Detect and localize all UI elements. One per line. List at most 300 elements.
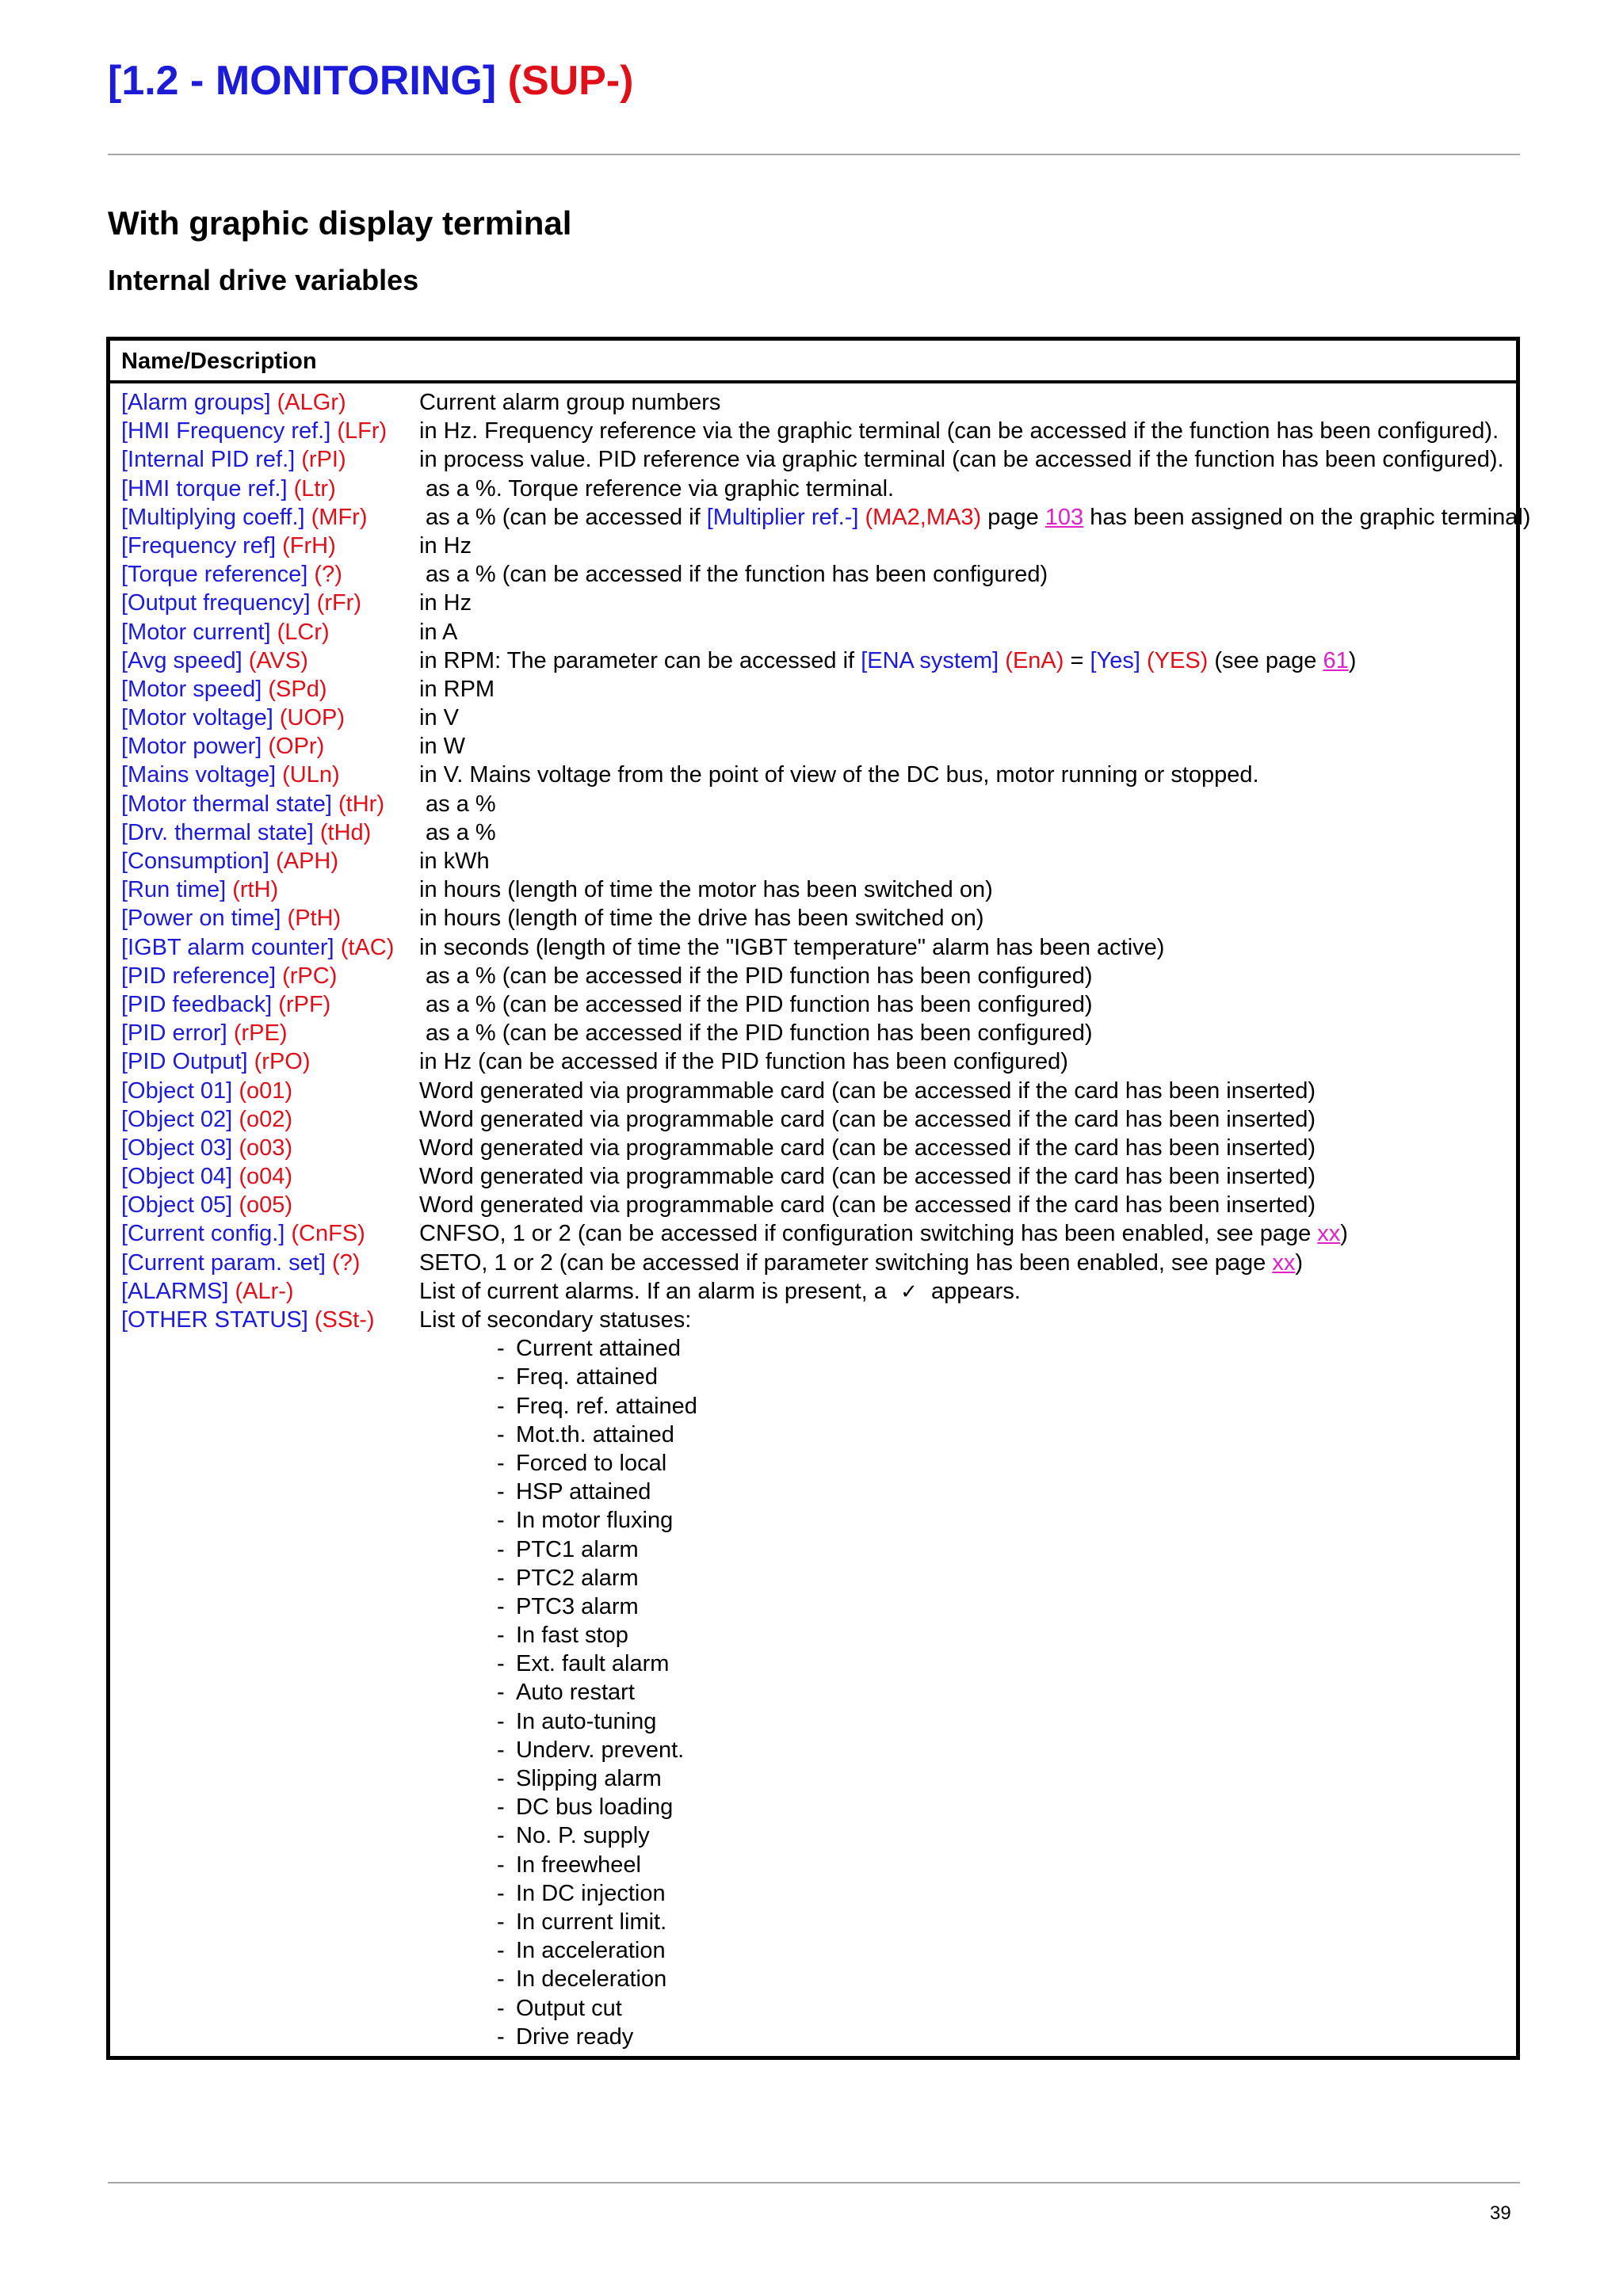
parameter-label: [Motor thermal state] bbox=[121, 791, 332, 817]
parameter-description bbox=[419, 1162, 1316, 1191]
description-text: as a %. Torque reference via graphic terminal. bbox=[419, 475, 895, 502]
list-item bbox=[110, 1965, 1516, 1993]
table-row bbox=[110, 1019, 1516, 1047]
table-row bbox=[110, 1047, 1516, 1076]
description-text: page bbox=[981, 504, 1045, 530]
list-item bbox=[110, 1392, 1516, 1421]
page-link[interactable]: 103 bbox=[1044, 504, 1084, 530]
list-item bbox=[110, 1592, 1516, 1621]
status-label: Current attained bbox=[516, 1336, 681, 1362]
parameter-code: (o03) bbox=[239, 1135, 293, 1161]
parameter-label: [Motor current] bbox=[121, 619, 271, 645]
parameter-name bbox=[121, 962, 337, 990]
section-heading: With graphic display terminal bbox=[108, 204, 572, 242]
description-text: Word generated via programmable card (can be accessed if the card has been inserted) bbox=[419, 1135, 1316, 1161]
parameter-name bbox=[121, 933, 394, 962]
status-label: Drive ready bbox=[516, 2023, 634, 2050]
status-label: In acceleration bbox=[516, 1938, 666, 1964]
parameter-label: [Object 03] bbox=[121, 1135, 233, 1161]
parameter-name bbox=[121, 790, 384, 818]
status-label: In freewheel bbox=[516, 1852, 641, 1878]
parameter-name bbox=[121, 503, 367, 532]
parameter-code: (Ltr) bbox=[293, 475, 336, 502]
parameter-label: [PID reference] bbox=[121, 963, 277, 989]
parameter-description bbox=[419, 1134, 1316, 1162]
parameter-name bbox=[121, 417, 387, 445]
table-row bbox=[110, 847, 1516, 875]
page-link[interactable]: xx bbox=[1272, 1249, 1296, 1276]
parameter-label: [Internal PID ref.] bbox=[121, 447, 296, 473]
parameter-description bbox=[419, 818, 496, 847]
status-label: Freq. ref. attained bbox=[516, 1393, 697, 1419]
parameter-label: [Motor voltage] bbox=[121, 705, 273, 731]
parameter-name bbox=[121, 618, 330, 646]
description-text: in A bbox=[419, 619, 458, 645]
parameter-description bbox=[419, 732, 465, 761]
description-text: Word generated via programmable card (can be accessed if the card has been inserted) bbox=[419, 1077, 1316, 1104]
status-label: PTC1 alarm bbox=[516, 1536, 639, 1562]
parameter-code: (APH) bbox=[276, 849, 339, 874]
parameter-name bbox=[121, 1191, 292, 1219]
checkmark-icon: ✓ bbox=[900, 1279, 918, 1303]
parameter-code: (ULn) bbox=[282, 762, 340, 788]
description-text: as a % (can be accessed if the PID function has been configured) bbox=[419, 1020, 1093, 1047]
parameter-code: (SSt-) bbox=[314, 1307, 375, 1333]
description-text: SETO, 1 or 2 (can be accessed if parameter switching has been enabled, see page bbox=[419, 1249, 1273, 1276]
list-bullet: - bbox=[497, 1364, 505, 1390]
list-bullet: - bbox=[497, 1708, 505, 1734]
parameter-name bbox=[121, 1047, 311, 1076]
parameter-description bbox=[419, 1019, 1093, 1047]
parameter-code: (tHd) bbox=[319, 819, 372, 845]
parameter-name bbox=[121, 904, 341, 933]
parameter-label: [Multiplying coeff.] bbox=[121, 504, 305, 530]
table-row bbox=[110, 790, 1516, 818]
description-text: List of secondary statuses: bbox=[419, 1307, 692, 1333]
list-item bbox=[110, 1793, 1516, 1821]
parameter-label: [Current config.] bbox=[121, 1221, 285, 1247]
parameter-code: (rPE) bbox=[233, 1020, 288, 1047]
page-link[interactable]: 61 bbox=[1323, 647, 1349, 673]
parameter-name bbox=[121, 589, 361, 617]
parameter-description bbox=[419, 1077, 1316, 1105]
status-label: No. P. supply bbox=[516, 1823, 650, 1849]
list-bullet: - bbox=[497, 1593, 505, 1619]
parameter-description bbox=[419, 532, 472, 560]
table-row bbox=[110, 417, 1516, 445]
status-label: In auto-tuning bbox=[516, 1708, 657, 1734]
description-text: in Hz bbox=[419, 532, 472, 559]
table-row bbox=[110, 933, 1516, 962]
parameter-name bbox=[121, 761, 340, 789]
parameter-code: (rPC) bbox=[282, 963, 338, 989]
description-text: in RPM bbox=[419, 676, 495, 702]
status-label: Auto restart bbox=[516, 1680, 635, 1706]
list-bullet: - bbox=[497, 1623, 505, 1649]
list-bullet: - bbox=[497, 1737, 505, 1763]
parameter-label: [Torque reference] bbox=[121, 562, 308, 588]
table-row bbox=[110, 1105, 1516, 1134]
table-row bbox=[110, 1249, 1516, 1277]
parameter-name bbox=[121, 1019, 287, 1047]
parameter-code: (AVS) bbox=[248, 647, 308, 673]
description-text: ) bbox=[1340, 1221, 1348, 1247]
parameter-name bbox=[121, 1105, 292, 1134]
parameter-description bbox=[419, 1105, 1316, 1134]
parameter-description bbox=[419, 475, 894, 503]
parameter-name bbox=[121, 732, 324, 761]
parameter-description bbox=[419, 560, 1048, 589]
parameter-description bbox=[419, 990, 1093, 1019]
table-row bbox=[110, 675, 1516, 704]
description-text: appears. bbox=[924, 1278, 1021, 1304]
list-item bbox=[110, 1879, 1516, 1908]
list-bullet: - bbox=[497, 1880, 505, 1906]
section-subheading: Internal drive variables bbox=[108, 264, 419, 296]
list-item bbox=[110, 1736, 1516, 1764]
parameter-reference: [Yes] bbox=[1090, 647, 1140, 673]
list-item bbox=[110, 1535, 1516, 1564]
parameter-name bbox=[121, 675, 327, 704]
parameter-description bbox=[419, 904, 984, 933]
list-bullet: - bbox=[497, 1479, 505, 1505]
description-text bbox=[858, 505, 865, 530]
parameter-description bbox=[419, 1306, 691, 1334]
parameter-name bbox=[121, 818, 371, 847]
parameter-name bbox=[121, 1249, 360, 1277]
list-item bbox=[110, 1506, 1516, 1535]
status-label: In fast stop bbox=[516, 1623, 628, 1649]
list-item bbox=[110, 1821, 1516, 1850]
column-header-name-description: Name/Description bbox=[121, 349, 317, 374]
status-label: PTC3 alarm bbox=[516, 1593, 639, 1619]
parameter-description bbox=[419, 1191, 1316, 1219]
list-bullet: - bbox=[497, 1393, 505, 1419]
parameter-description bbox=[419, 589, 472, 617]
description-text: as a % (can be accessed if bbox=[419, 504, 707, 530]
parameter-code: (FrH) bbox=[282, 532, 336, 559]
parameter-name bbox=[121, 1077, 292, 1105]
parameter-description bbox=[419, 1047, 1068, 1076]
description-text: Word generated via programmable card (can be accessed if the card has been inserted) bbox=[419, 1192, 1316, 1219]
status-label: PTC2 alarm bbox=[516, 1565, 639, 1591]
parameter-reference-code: (MA2,MA3) bbox=[865, 504, 982, 530]
table-row bbox=[110, 475, 1516, 503]
parameter-label: [ALARMS] bbox=[121, 1278, 229, 1304]
table-row bbox=[110, 732, 1516, 761]
description-text: in Hz. Frequency reference via the graphic terminal (can be accessed if the function has been configured). bbox=[419, 418, 1499, 444]
list-bullet: - bbox=[497, 1508, 505, 1534]
table-row bbox=[110, 560, 1516, 589]
parameter-reference-code: (YES) bbox=[1147, 647, 1209, 673]
parameter-label: [Motor power] bbox=[121, 734, 262, 760]
parameter-name bbox=[121, 1219, 365, 1248]
table-row bbox=[110, 1077, 1516, 1105]
table-row bbox=[110, 503, 1531, 532]
list-item bbox=[110, 1678, 1516, 1707]
description-text: in hours (length of time the motor has been switched on) bbox=[419, 877, 993, 903]
table-row bbox=[110, 761, 1516, 789]
header-divider bbox=[108, 154, 1520, 155]
parameter-code: (rPF) bbox=[278, 991, 331, 1017]
list-bullet: - bbox=[497, 1852, 505, 1878]
page-number: 39 bbox=[1490, 2203, 1511, 2224]
parameter-reference: [Multiplier ref.-] bbox=[706, 504, 859, 530]
table-row bbox=[110, 589, 1516, 617]
parameter-name bbox=[121, 1306, 375, 1334]
table-row bbox=[110, 532, 1516, 560]
list-item bbox=[110, 1449, 1516, 1478]
list-item bbox=[110, 1994, 1516, 2023]
description-text bbox=[1140, 648, 1147, 673]
list-bullet: - bbox=[497, 1966, 505, 1993]
parameter-label: [Mains voltage] bbox=[121, 762, 277, 788]
description-text: ) bbox=[1295, 1249, 1303, 1276]
parameter-code: (rPO) bbox=[254, 1049, 311, 1075]
table-row bbox=[110, 1219, 1516, 1248]
parameter-description bbox=[419, 847, 490, 875]
list-item bbox=[110, 1334, 1516, 1363]
parameter-code: (MFr) bbox=[311, 504, 368, 530]
list-item bbox=[110, 1421, 1516, 1449]
secondary-status-list bbox=[110, 1334, 1516, 2051]
parameter-name bbox=[121, 704, 345, 732]
description-text: CNFSO, 1 or 2 (can be accessed if configuration switching has been enabled, see page bbox=[419, 1221, 1318, 1247]
parameter-code: (tHr) bbox=[338, 791, 384, 817]
parameter-label: [HMI torque ref.] bbox=[121, 475, 288, 502]
parameter-reference: [ENA system] bbox=[861, 647, 999, 673]
table-row bbox=[110, 1306, 1516, 1334]
parameter-code: (rPI) bbox=[301, 447, 346, 473]
parameter-name bbox=[121, 1162, 292, 1191]
list-item bbox=[110, 1908, 1516, 1936]
parameter-code: (OPr) bbox=[268, 734, 325, 760]
description-text: List of current alarms. If an alarm is present, a bbox=[419, 1278, 893, 1304]
parameter-label: [PID Output] bbox=[121, 1049, 248, 1075]
status-label: Freq. attained bbox=[516, 1364, 658, 1390]
table-row bbox=[110, 618, 1516, 646]
parameter-code: (LCr) bbox=[277, 619, 330, 645]
description-text: has been assigned on the graphic terminal) bbox=[1083, 504, 1531, 530]
parameter-code: (UOP) bbox=[279, 705, 346, 731]
parameter-label: [OTHER STATUS] bbox=[121, 1307, 308, 1333]
list-bullet: - bbox=[497, 1909, 505, 1935]
parameter-description bbox=[419, 933, 1164, 962]
parameter-description bbox=[419, 875, 993, 904]
description-text: in RPM: The parameter can be accessed if bbox=[419, 647, 861, 673]
list-bullet: - bbox=[497, 1421, 505, 1447]
table-row bbox=[110, 1162, 1516, 1191]
description-text: ) bbox=[1348, 647, 1357, 673]
status-label: In motor fluxing bbox=[516, 1508, 674, 1534]
table-row bbox=[110, 1277, 1516, 1306]
list-bullet: - bbox=[497, 1766, 505, 1791]
parameter-label: [Run time] bbox=[121, 877, 227, 903]
parameter-label: [Drv. thermal state] bbox=[121, 819, 314, 845]
list-item bbox=[110, 1478, 1516, 1506]
parameter-description bbox=[419, 417, 1499, 445]
parameter-label: [Power on time] bbox=[121, 906, 281, 932]
parameter-description bbox=[419, 962, 1093, 990]
parameter-description bbox=[419, 704, 459, 732]
status-label: Forced to local bbox=[516, 1450, 667, 1476]
description-text: Word generated via programmable card (can be accessed if the card has been inserted) bbox=[419, 1164, 1316, 1190]
description-text: in V bbox=[419, 705, 459, 731]
parameter-name bbox=[121, 388, 346, 417]
page-title bbox=[108, 57, 634, 105]
table-row bbox=[110, 445, 1516, 474]
list-item bbox=[110, 1564, 1516, 1592]
list-bullet: - bbox=[497, 1794, 505, 1821]
status-label: HSP attained bbox=[516, 1479, 651, 1505]
parameter-code: (rFr) bbox=[316, 590, 361, 616]
parameter-label: [Current param. set] bbox=[121, 1249, 326, 1276]
description-text: in seconds (length of time the "IGBT temperature" alarm has been active) bbox=[419, 934, 1165, 960]
parameter-description bbox=[419, 761, 1259, 789]
parameter-code: (LFr) bbox=[337, 418, 388, 444]
parameter-code: (PtH) bbox=[287, 906, 342, 932]
parameter-table bbox=[106, 337, 1531, 2060]
status-label: DC bus loading bbox=[516, 1794, 674, 1821]
list-item bbox=[110, 1621, 1516, 1650]
parameter-description bbox=[419, 445, 1504, 474]
parameter-description bbox=[419, 1249, 1303, 1277]
footer-divider bbox=[108, 2182, 1520, 2183]
parameter-code: (SPd) bbox=[268, 676, 327, 702]
parameter-name bbox=[121, 475, 336, 503]
list-bullet: - bbox=[497, 1336, 505, 1362]
parameter-code: (ALr-) bbox=[235, 1278, 294, 1304]
parameter-code: (CnFS) bbox=[291, 1221, 365, 1247]
list-bullet: - bbox=[497, 1565, 505, 1591]
table-row bbox=[110, 646, 1516, 675]
list-item bbox=[110, 1707, 1516, 1736]
table-row bbox=[110, 388, 1516, 417]
description-text: as a % (can be accessed if the function has been configured) bbox=[419, 562, 1048, 588]
list-bullet: - bbox=[497, 1680, 505, 1706]
parameter-name bbox=[121, 1277, 294, 1306]
description-text: in hours (length of time the drive has been switched on) bbox=[419, 906, 984, 932]
description-text: as a % bbox=[419, 819, 496, 845]
parameter-label: [Avg speed] bbox=[121, 647, 242, 673]
parameter-description bbox=[419, 1277, 1021, 1306]
description-text: in W bbox=[419, 734, 465, 760]
parameter-name bbox=[121, 532, 336, 560]
parameter-description bbox=[419, 1219, 1348, 1248]
parameter-code: (o05) bbox=[239, 1192, 293, 1219]
parameter-code: (o02) bbox=[239, 1106, 293, 1132]
parameter-description bbox=[419, 618, 457, 646]
parameter-name bbox=[121, 445, 346, 474]
page-link[interactable]: xx bbox=[1317, 1221, 1341, 1247]
table-row bbox=[110, 875, 1516, 904]
list-item bbox=[110, 1936, 1516, 1965]
parameter-description bbox=[419, 646, 1356, 675]
list-item bbox=[110, 1851, 1516, 1879]
parameter-label: [Object 05] bbox=[121, 1192, 233, 1219]
parameter-name bbox=[121, 1134, 292, 1162]
parameter-description bbox=[419, 790, 496, 818]
table-row bbox=[110, 990, 1516, 1019]
table-row bbox=[110, 962, 1516, 990]
list-item bbox=[110, 2023, 1516, 2051]
parameter-label: [Alarm groups] bbox=[121, 390, 271, 415]
parameter-code: (o04) bbox=[239, 1164, 293, 1190]
status-label: Slipping alarm bbox=[516, 1766, 662, 1791]
description-text: in V. Mains voltage from the point of view of the DC bus, motor running or stopped. bbox=[419, 762, 1259, 788]
parameter-description bbox=[419, 675, 495, 704]
description-text: as a % (can be accessed if the PID function has been configured) bbox=[419, 991, 1093, 1017]
parameter-name bbox=[121, 990, 330, 1019]
parameter-name bbox=[121, 847, 338, 875]
parameter-label: [PID error] bbox=[121, 1020, 227, 1047]
description-text: = bbox=[1064, 647, 1090, 673]
parameter-label: [Object 04] bbox=[121, 1164, 233, 1190]
table-row bbox=[110, 818, 1516, 847]
parameter-label: [Output frequency] bbox=[121, 590, 311, 616]
parameter-label: [HMI Frequency ref.] bbox=[121, 418, 331, 444]
description-text: in Hz (can be accessed if the PID function has been configured) bbox=[419, 1049, 1068, 1075]
status-label: Ext. fault alarm bbox=[516, 1651, 670, 1677]
parameter-code: (?) bbox=[314, 562, 342, 588]
table-header bbox=[110, 341, 1516, 383]
list-bullet: - bbox=[497, 1823, 505, 1849]
parameter-description bbox=[419, 503, 1530, 532]
page-title-code: (SUP-) bbox=[507, 58, 634, 104]
parameter-code: (rtH) bbox=[232, 877, 279, 903]
status-label: In deceleration bbox=[516, 1966, 667, 1993]
description-text: as a % bbox=[419, 791, 496, 817]
table-row bbox=[110, 1134, 1516, 1162]
status-label: Mot.th. attained bbox=[516, 1421, 674, 1447]
list-item bbox=[110, 1650, 1516, 1678]
parameter-code: (ALGr) bbox=[277, 390, 346, 415]
parameter-label: [Frequency ref] bbox=[121, 532, 277, 559]
table-row bbox=[110, 904, 1516, 933]
parameter-name bbox=[121, 560, 342, 589]
description-text: as a % (can be accessed if the PID function has been configured) bbox=[419, 963, 1093, 989]
list-bullet: - bbox=[497, 1651, 505, 1677]
parameter-reference-code: (EnA) bbox=[1005, 647, 1064, 673]
parameter-label: [Motor speed] bbox=[121, 676, 262, 702]
list-bullet: - bbox=[497, 1938, 505, 1964]
table-body bbox=[110, 388, 1531, 2051]
description-text: Word generated via programmable card (can be accessed if the card has been inserted) bbox=[419, 1106, 1316, 1132]
description-text: in kWh bbox=[419, 849, 490, 874]
list-bullet: - bbox=[497, 1450, 505, 1476]
status-label: Output cut bbox=[516, 1995, 622, 2021]
table-row bbox=[110, 1191, 1516, 1219]
status-label: In DC injection bbox=[516, 1880, 666, 1906]
table-row bbox=[110, 704, 1516, 732]
parameter-label: [Consumption] bbox=[121, 849, 269, 874]
list-item bbox=[110, 1363, 1516, 1391]
description-text: Current alarm group numbers bbox=[419, 390, 721, 415]
list-bullet: - bbox=[497, 1995, 505, 2021]
parameter-label: [Object 01] bbox=[121, 1077, 233, 1104]
status-label: Underv. prevent. bbox=[516, 1737, 685, 1763]
description-text: in Hz bbox=[419, 590, 472, 616]
list-item bbox=[110, 1764, 1516, 1793]
list-bullet: - bbox=[497, 2023, 505, 2050]
parameter-label: [Object 02] bbox=[121, 1106, 233, 1132]
parameter-label: [IGBT alarm counter] bbox=[121, 934, 334, 960]
parameter-description bbox=[419, 388, 720, 417]
description-text: in process value. PID reference via graphic terminal (can be accessed if the function has been configured). bbox=[419, 447, 1504, 473]
description-text: (see page bbox=[1208, 647, 1323, 673]
parameter-label: [PID feedback] bbox=[121, 991, 273, 1017]
parameter-code: (tAC) bbox=[340, 934, 395, 960]
